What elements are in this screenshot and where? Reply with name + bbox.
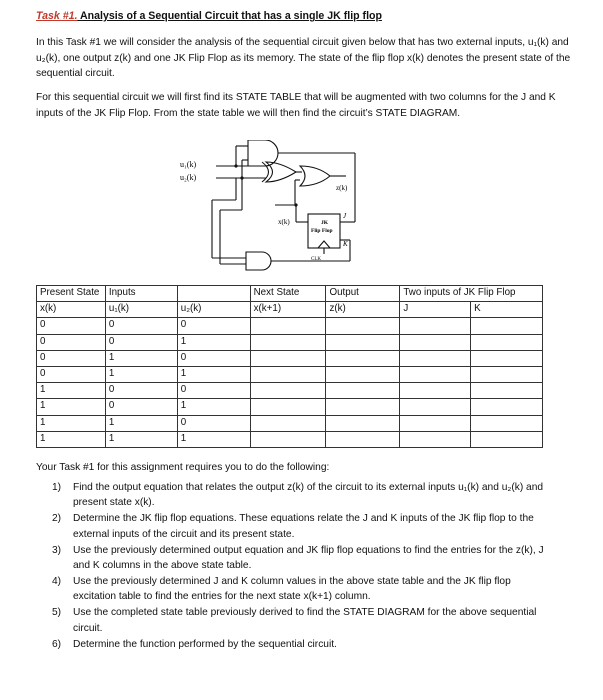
table-cell: 1 bbox=[37, 431, 106, 447]
table-cell: 1 bbox=[105, 350, 177, 366]
table-cell bbox=[471, 366, 543, 382]
table-cell bbox=[471, 334, 543, 350]
table-cell bbox=[400, 334, 471, 350]
task-text: Determine the JK flip flop equations. These equations relate the J and K inputs of the JK flip flop to the external inputs of the circuit and its present state. bbox=[73, 513, 534, 540]
table-cell: 0 bbox=[37, 366, 106, 382]
table-cell: 0 bbox=[37, 350, 106, 366]
table-cell: 0 bbox=[105, 318, 177, 334]
header-present-state: Present State bbox=[37, 286, 106, 302]
task-item bbox=[52, 543, 552, 574]
table-cell: 0 bbox=[105, 399, 177, 415]
table-row bbox=[37, 366, 543, 382]
table-cell bbox=[326, 431, 400, 447]
state-table bbox=[36, 285, 543, 448]
sub-header-j: J bbox=[400, 302, 471, 318]
table-cell bbox=[326, 399, 400, 415]
table-cell bbox=[471, 350, 543, 366]
table-cell: 0 bbox=[105, 383, 177, 399]
input-u1-label: u₁(k) bbox=[180, 160, 197, 169]
task-item bbox=[52, 637, 552, 652]
title-text: Analysis of a Sequential Circuit that has a single JK flip flop bbox=[77, 10, 382, 22]
table-row bbox=[37, 383, 543, 399]
table-cell bbox=[250, 415, 326, 431]
table-cell bbox=[326, 415, 400, 431]
clk-label: CLK bbox=[311, 257, 321, 262]
sub-header-xk: x(k) bbox=[37, 302, 106, 318]
table-cell: 1 bbox=[177, 334, 250, 350]
header-output: Output bbox=[326, 286, 400, 302]
table-cell bbox=[250, 431, 326, 447]
task-text: Determine the function performed by the sequential circuit. bbox=[73, 638, 337, 650]
table-cell: 1 bbox=[177, 366, 250, 382]
task-item bbox=[52, 480, 552, 511]
table-cell bbox=[250, 383, 326, 399]
sub-header-u1: u₁(k) bbox=[105, 302, 177, 318]
table-cell bbox=[471, 318, 543, 334]
table-body bbox=[37, 318, 543, 448]
table-cell bbox=[250, 334, 326, 350]
task-label: Task #1. bbox=[36, 10, 78, 22]
table-cell bbox=[250, 350, 326, 366]
output-z-label: z(k) bbox=[336, 184, 348, 192]
table-cell bbox=[471, 383, 543, 399]
table-cell: 1 bbox=[105, 415, 177, 431]
table-cell bbox=[326, 366, 400, 382]
task-text: Use the previously determined output equation and JK flip flop equations to find the entries for the z(k), J and K columns in the above state table. bbox=[73, 544, 544, 572]
task-number: 4) bbox=[52, 575, 62, 587]
task-list bbox=[52, 480, 552, 652]
task-number: 5) bbox=[52, 607, 62, 619]
task-text: Use the completed state table previously derived to find the STATE DIAGRAM for the above sequential circuit. bbox=[73, 607, 537, 634]
ff-sub: Flip Flop bbox=[311, 228, 333, 234]
table-cell: 0 bbox=[37, 318, 106, 334]
table-cell bbox=[400, 383, 471, 399]
state-x-label: x(k) bbox=[278, 218, 290, 226]
table-cell bbox=[400, 415, 471, 431]
tasks-lead: Your Task #1 for this assignment requires you to do the following: bbox=[36, 462, 330, 473]
sub-header-u2: u₂(k) bbox=[177, 302, 250, 318]
table-cell: 0 bbox=[177, 415, 250, 431]
table-cell bbox=[400, 399, 471, 415]
table-row bbox=[37, 350, 543, 366]
header-jk-inputs: Two inputs of JK Flip Flop bbox=[400, 286, 543, 302]
table-cell: 0 bbox=[105, 334, 177, 350]
table-cell bbox=[326, 383, 400, 399]
table-cell bbox=[471, 399, 543, 415]
table-cell: 0 bbox=[177, 383, 250, 399]
header-inputs: Inputs bbox=[105, 286, 177, 302]
sub-header-zk: z(k) bbox=[326, 302, 400, 318]
sub-header-k: K bbox=[471, 302, 543, 318]
table-cell bbox=[400, 318, 471, 334]
intro-paragraph-2: For this sequential circuit we will first find its STATE TABLE that will be augmented with two columns for the J and K inputs of the JK Flip Flop. From the state table we will then find the circuit’s STATE DIAGRAM. bbox=[36, 92, 556, 119]
table-cell bbox=[326, 318, 400, 334]
table-cell bbox=[471, 415, 543, 431]
table-group-header-row bbox=[37, 286, 543, 302]
table-cell: 1 bbox=[177, 431, 250, 447]
table-cell bbox=[400, 431, 471, 447]
intro-paragraph-1: In this Task #1 we will consider the analysis of the sequential circuit given below that has two external inputs, u₁(k) and u₂(k), one output z(k) and one JK Flip Flop as its memory. The state of the flip flop x(k) denotes the present state of the sequential circuit. bbox=[36, 37, 571, 80]
header-next-state: Next State bbox=[250, 286, 326, 302]
table-row bbox=[37, 415, 543, 431]
task-text: Find the output equation that relates the output z(k) of the circuit to its external inputs u₁(k) and u₂(k) and present state x(k). bbox=[73, 482, 544, 509]
task-item bbox=[52, 605, 552, 636]
table-cell bbox=[471, 431, 543, 447]
page-title bbox=[36, 10, 382, 22]
header-inputs-cont bbox=[177, 286, 250, 302]
table-cell: 1 bbox=[37, 415, 106, 431]
task-item bbox=[52, 511, 552, 542]
table-cell bbox=[250, 318, 326, 334]
j-label: J bbox=[343, 212, 347, 220]
table-cell bbox=[400, 366, 471, 382]
table-cell: 1 bbox=[177, 399, 250, 415]
sub-header-xk1: x(k+1) bbox=[250, 302, 326, 318]
table-cell bbox=[326, 334, 400, 350]
circuit-diagram bbox=[150, 140, 380, 275]
table-cell: 0 bbox=[37, 334, 106, 350]
task-number: 2) bbox=[52, 513, 62, 525]
table-cell: 0 bbox=[177, 350, 250, 366]
task-text: Use the previously determined J and K column values in the above state table and the JK flip flop excitation table to find the entries for the next state x(k+1) column. bbox=[73, 575, 511, 603]
table-cell: 0 bbox=[177, 318, 250, 334]
table-row bbox=[37, 399, 543, 415]
table-cell bbox=[400, 350, 471, 366]
task-number: 1) bbox=[52, 482, 62, 493]
table-cell bbox=[326, 350, 400, 366]
ff-title: JK bbox=[321, 220, 329, 226]
table-row bbox=[37, 318, 543, 334]
table-row bbox=[37, 431, 543, 447]
task-number: 6) bbox=[52, 638, 62, 650]
table-cell: 1 bbox=[105, 366, 177, 382]
table-row bbox=[37, 334, 543, 350]
table-cell bbox=[250, 366, 326, 382]
table-cell: 1 bbox=[105, 431, 177, 447]
table-cell: 1 bbox=[37, 383, 106, 399]
table-cell bbox=[250, 399, 326, 415]
task-number: 3) bbox=[52, 544, 62, 556]
table-cell: 1 bbox=[37, 399, 106, 415]
k-label: K bbox=[343, 240, 348, 248]
task-item bbox=[52, 574, 552, 605]
table-sub-header-row bbox=[37, 302, 543, 318]
input-u2-label: u₂(k) bbox=[180, 173, 197, 182]
